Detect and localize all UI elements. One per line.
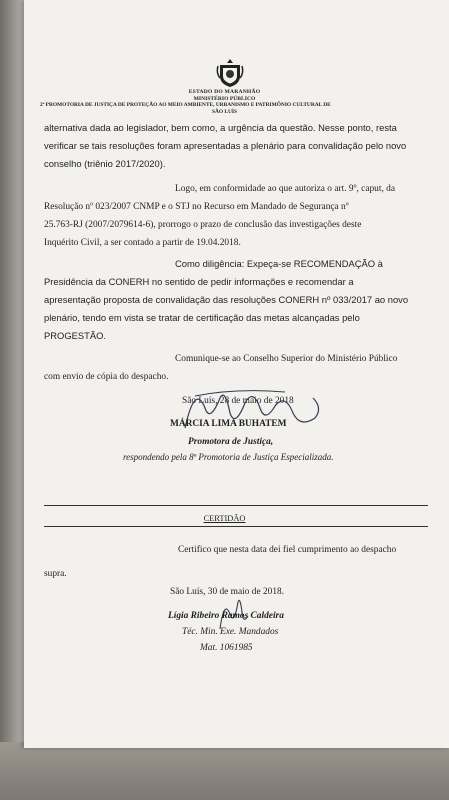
certidao-text-line-2: supra.	[44, 569, 67, 579]
paragraph-2-line-4: Inquérito Civil, a ser contado a partir de 19.04.2018.	[44, 238, 241, 248]
state-crest-icon	[216, 58, 244, 88]
certidao-role: Téc. Min. Exe. Mandados	[182, 627, 279, 637]
paragraph-1-line-1: alternativa dada ao legislador, bem como, a urgência da questão. Nesse ponto, resta	[44, 122, 397, 133]
paragraph-2-line-3: 25.763-RJ (2007/2079614-6), prorrogo o prazo de conclusão das investigações deste	[44, 220, 362, 230]
certidao-name: Lígia Ribeiro Ramos Caldeira	[168, 611, 284, 621]
paragraph-2-line-2: Resolução nº 023/2007 CNMP e o STJ no Recurso em Mandado de Segurança nº	[44, 202, 349, 212]
paragraph-3-line-2: Presidência da CONERH no sentido de pedir informações e recomendar a	[44, 276, 354, 287]
paragraph-4-line-1: Comunique-se ao Conselho Superior do Ministério Público	[175, 354, 398, 364]
paragraph-3-line-1: Como diligência: Expeça-se RECOMENDAÇÃO à	[175, 258, 383, 269]
paragraph-1-line-3: conselho (triênio 2017/2020).	[44, 158, 166, 169]
header-promotoria: 2ª PROMOTORIA DE JUSTIÇA DE PROTEÇÃO AO MEIO AMBIENTE, URBANISMO E PATRIMÔNIO CULTURAL DE	[40, 102, 331, 108]
signer-role: Promotora de Justiça,	[188, 437, 274, 447]
signer-name: MÁRCIA LIMA BUHATEM	[170, 419, 287, 429]
divider-top	[44, 505, 428, 506]
header-state: ESTADO DO MARANHÃO	[188, 89, 261, 95]
despacho-date: São Luís, 28 de maio de 2018	[182, 396, 294, 406]
certidao-mat: Mat. 1061985	[200, 643, 253, 653]
certidao-text-line-1: Certifico que nesta data dei fiel cumprimento ao despacho	[178, 545, 397, 555]
table-surface	[0, 742, 449, 800]
header-city: SÃO LUÍS	[211, 109, 238, 115]
paragraph-2-line-1: Logo, em conformidade ao que autoriza o art. 9º, caput, da	[175, 184, 396, 194]
paragraph-3-line-5: PROGESTÃO.	[44, 330, 106, 341]
certidao-date: São Luís, 30 de maio de 2018.	[170, 587, 285, 597]
certidao-title: CERTIDÃO	[203, 514, 246, 523]
paragraph-1-line-2: verificar se tais resoluções foram apresentadas a plenário para convalidação pelo novo	[44, 140, 407, 151]
signer-role-detail: respondendo pela 8ª Promotoria de Justiça Especializada.	[123, 452, 334, 462]
paragraph-4-line-2: com envio de cópia do despacho.	[44, 372, 169, 382]
paragraph-3-line-3: apresentação proposta de convalidação das resoluções CONERH nº 033/2017 ao novo	[44, 294, 409, 305]
header-ministry: MINISTÉRIO PÚBLICO	[193, 96, 256, 102]
divider-bottom	[44, 526, 428, 527]
paragraph-3-line-4: plenário, tendo em vista se tratar de certificação das metas alcançadas pelo	[44, 312, 360, 323]
